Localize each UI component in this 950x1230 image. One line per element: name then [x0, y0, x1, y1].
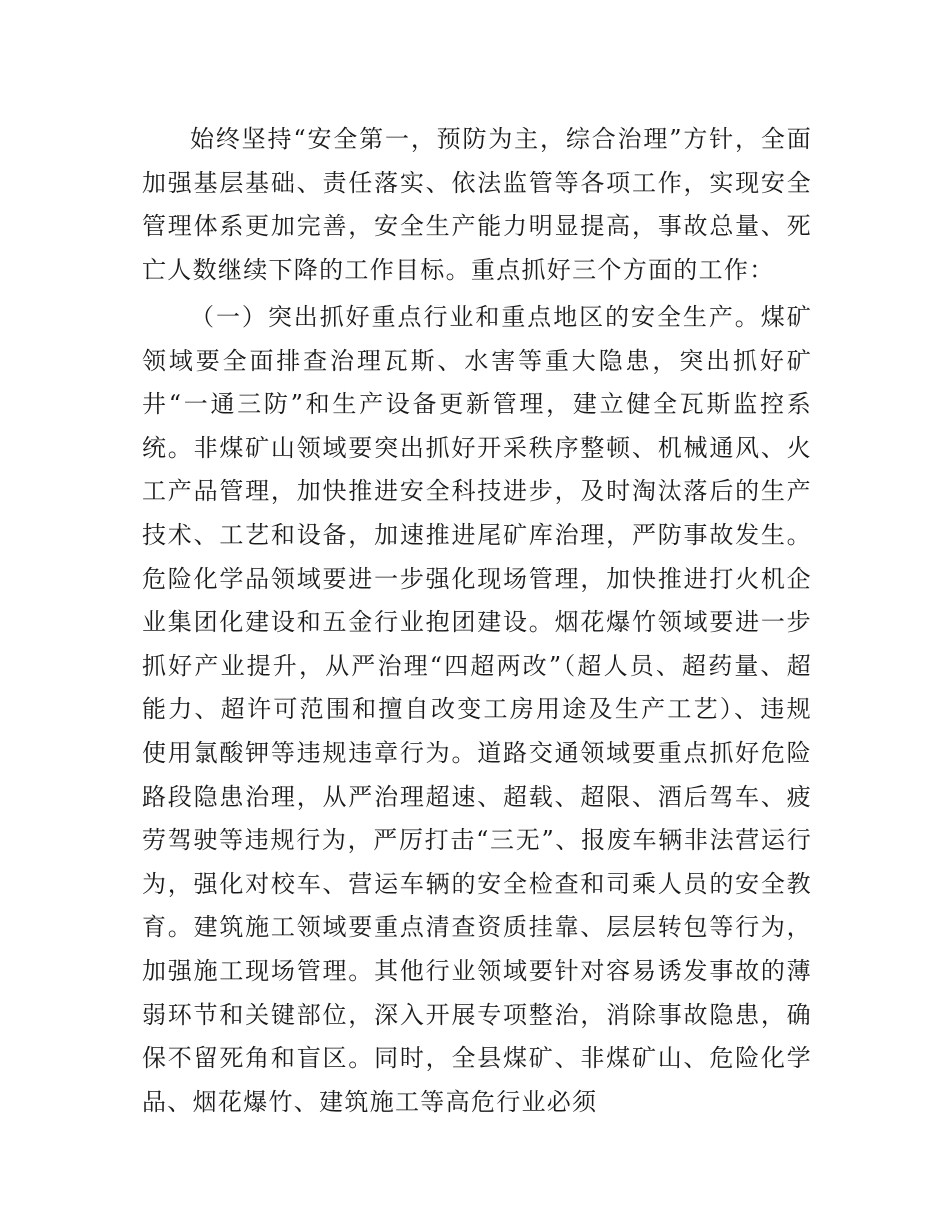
paragraph-key-industries: （一）突出抓好重点行业和重点地区的安全生产。煤矿领域要全面排查治理瓦斯、水害等重大隐患，突出抓好矿井“一通三防”和生产设备更新管理，建立健全瓦斯监控系统。非煤矿山领域要突出抓好开采秩序整顿、机械通风、火工产品管理，加快推进安全科技进步，及时淘汰落后的生产技术、工艺和设备，加速推进尾矿库治理，严防事故发生。危险化学品领域要进一步强化现场管理，加快推进打火机企业集团化建设和五金行业抱团建设。烟花爆竹领域要进一步抓好产业提升，从严治理“四超两改”（超人员、超药量、超能力、超许可范围和擅自改变工房用途及生产工艺）、违规使用氯酸钾等违规违章行为。道路交通领域要重点抓好危险路段隐患治理，从严治理超速、超载、超限、酒后驾车、疲劳驾驶等违规行为，严厉打击“三无”、报废车辆非法营运行为，强化对校车、营运车辆的安全检查和司乘人员的安全教育。建筑施工领域要重点清查资质挂靠、层层转包等行为，加强施工现场管理。其他行业领域要针对容易诱发事故的薄弱环节和关键部位，深入开展专项整治，消除事故隐患，确保不留死角和盲区。同时，全县煤矿、非煤矿山、危险化学品、烟花爆竹、建筑施工等高危行业必须 — [142, 303, 812, 1116]
body-text-block-1 — [142, 118, 812, 292]
paragraph-work-goal: 始终坚持“安全第一，预防为主，综合治理”方针，全面加强基层基础、责任落实、依法监管等各项工作，实现安全管理体系更加完善，安全生产能力明显提高，事故总量、死亡人数继续下降的工作目标。重点抓好三个方面的工作： — [142, 125, 812, 284]
body-text-block-2 — [142, 296, 812, 1124]
